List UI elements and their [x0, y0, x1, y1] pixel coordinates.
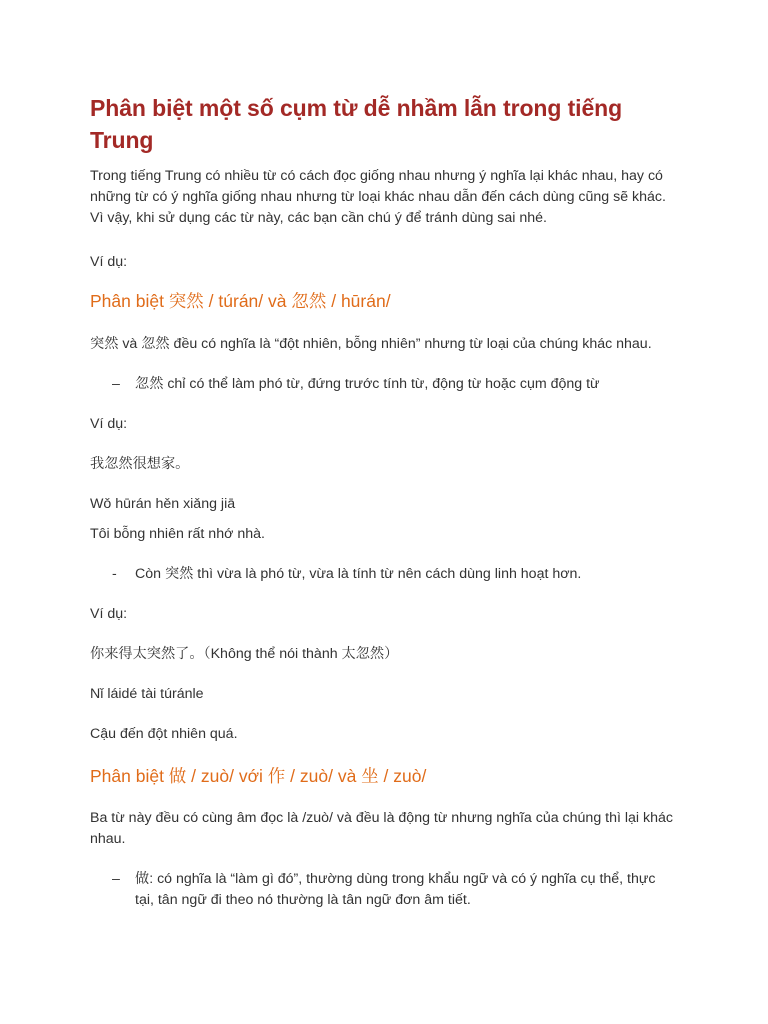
- list-item: [90, 869, 678, 911]
- list-item-text: 做: có nghĩa là “làm gì đó”, thường dùng trong khẩu ngữ và có ý nghĩa cụ thể, thực tại, tân ngữ đi theo nó thường là tân ngữ đơn âm tiết.: [135, 871, 656, 908]
- list-dash: -: [112, 566, 117, 582]
- intro-paragraph: Trong tiếng Trung có nhiều từ có cách đọc giống nhau nhưng ý nghĩa lại khác nhau, hay có những từ có ý nghĩa giống nhau nhưng từ loại khác nhau dẫn đến cách dùng cũng sẽ khác. Vì vậy, khi sử dụng các từ này, các bạn cần chú ý để tránh dùng sai nhé.: [90, 168, 666, 226]
- page-title: Phân biệt một số cụm từ dễ nhầm lẫn trong tiếng Trung: [90, 95, 623, 153]
- list-item-text: 忽然 chỉ có thể làm phó từ, đứng trước tính từ, động từ hoặc cụm động từ: [135, 376, 600, 392]
- section-heading-zuo: Phân biệt 做 / zuò/ với 作 / zuò/ và 坐 / zuò/: [90, 766, 427, 786]
- example-translation: Cậu đến đột nhiên quá.: [90, 726, 238, 742]
- list-dash: –: [112, 871, 120, 887]
- example-chinese: 你来得太突然了。（Không thể nói thành 太忽然）: [90, 646, 399, 662]
- section-description: 突然 và 忽然 đều có nghĩa là “đột nhiên, bỗng nhiên” nhưng từ loại của chúng khác nhau.: [90, 336, 652, 352]
- example-label: Ví dụ:: [90, 416, 128, 432]
- example-pinyin: Wǒ hūrán hěn xiǎng jiā: [90, 496, 236, 512]
- example-label: Ví dụ:: [90, 254, 128, 270]
- example-chinese: 我忽然很想家。: [90, 456, 190, 472]
- section-description: Ba từ này đều có cùng âm đọc là /zuò/ và đều là động từ nhưng nghĩa của chúng thì lại khác nhau.: [90, 810, 673, 847]
- example-translation: Tôi bỗng nhiên rất nhớ nhà.: [90, 526, 265, 542]
- list-dash: –: [112, 376, 120, 392]
- list-item-text: Còn 突然 thì vừa là phó từ, vừa là tính từ nên cách dùng linh hoạt hơn.: [135, 566, 582, 582]
- list-item: [90, 374, 678, 395]
- example-label: Ví dụ:: [90, 606, 128, 622]
- list-item: [90, 564, 678, 585]
- example-pinyin: Nǐ láidé tài túránle: [90, 686, 204, 702]
- section-heading-turan-huran: Phân biệt 突然 / túrán/ và 忽然 / hūrán/: [90, 291, 391, 311]
